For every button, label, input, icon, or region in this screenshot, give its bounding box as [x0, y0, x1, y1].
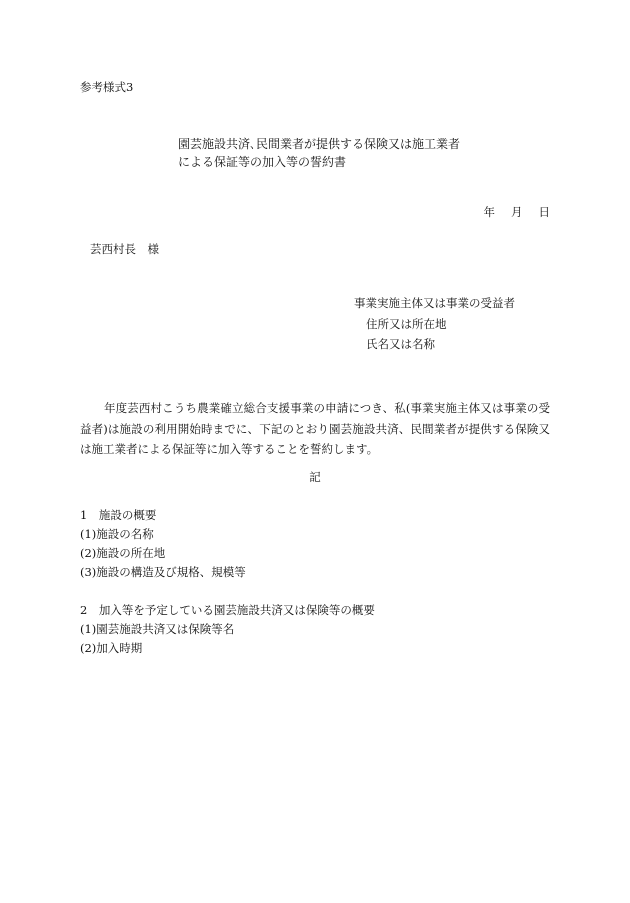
section-1-item: (3)施設の構造及び規格、規模等 [80, 565, 246, 579]
applicant-role-label: 事業実施主体又は事業の受益者 [354, 296, 515, 310]
form-label: 参考様式3 [80, 80, 134, 94]
applicant-name-label: 氏名又は名称 [366, 337, 435, 351]
pledge-body-text: 年度芸西村こうち農業確立総合支援事業の申請につき、私(事業実施主体又は事業の受益者)は施設の利用開始時までに、下記のとおり園芸施設共済、民間業者が提供する保険又は施工業者による保証等に加入等することを誓約します。 [80, 401, 550, 456]
section-2-item: (2)加入時期 [80, 641, 143, 655]
section-1-title: 1 施設の概要 [80, 508, 157, 522]
section-1-item: (1)施設の名称 [80, 527, 154, 541]
document-title-line-1: 園芸施設共済､民間業者が提供する保険又は施工業者 [178, 137, 461, 151]
year-label: 年 [483, 205, 495, 219]
section-2-title: 2 加入等を予定している園芸施設共済又は保険等の概要 [80, 603, 375, 617]
section-1-item: (2)施設の所在地 [80, 546, 166, 560]
month-label: 月 [511, 205, 523, 219]
ki-heading: 記 [309, 470, 321, 484]
recipient: 芸西村長 様 [90, 242, 159, 256]
document-title-line-2: による保証等の加入等の誓約書 [178, 155, 347, 169]
applicant-address-label: 住所又は所在地 [366, 317, 447, 331]
section-2-item: (1)園芸施設共済又は保険等名 [80, 622, 235, 636]
day-label: 日 [538, 205, 550, 219]
date-field [484, 207, 551, 219]
